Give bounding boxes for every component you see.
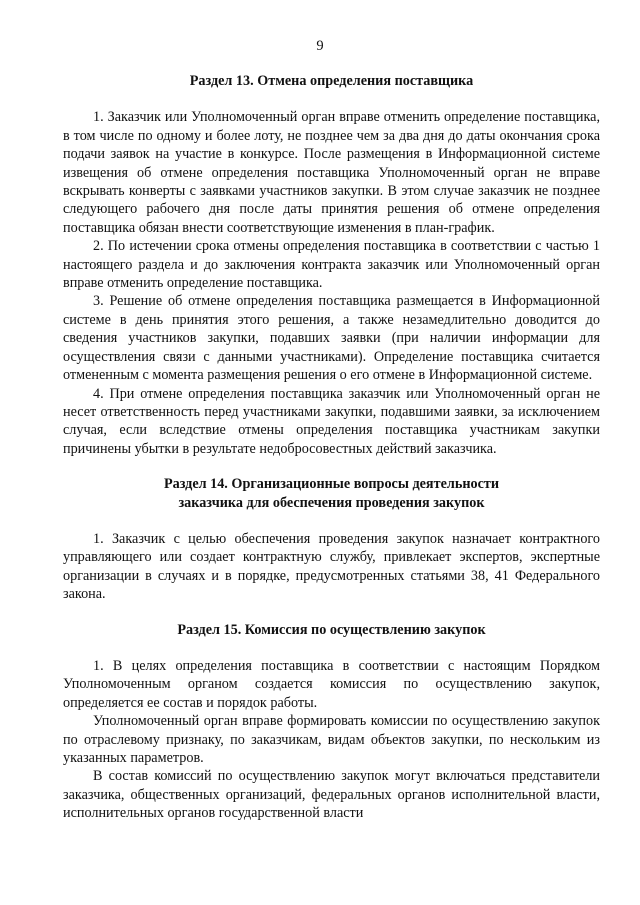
page-number: 9 — [316, 38, 324, 54]
document-body — [63, 72, 600, 823]
section-heading-line: Раздел 14. Организационные вопросы деятельности — [163, 476, 500, 493]
paragraph: 1. В целях определения поставщика в соответствии с настоящим Порядком Уполномоченным органом создается комиссия по осуществлению закупок, определяется ее состав и порядок работы. — [63, 657, 600, 711]
section-heading — [63, 475, 600, 512]
section-heading — [63, 621, 600, 639]
paragraph: 3. Решение об отмене определения поставщика размещается в Информационной системе в день принятия этого решения, а также незамедлительно доводится до сведения участников закупки, подавших заявки (при наличии информации для осуществления связи с данными участниками). Определение поставщика считается отмененным с момента размещения решения о его отмене в Информационной системе. — [63, 293, 600, 384]
paragraph: Уполномоченный орган вправе формировать комиссии по осуществлению закупок по отраслевому признаку, по заказчикам, видам объектов закупки, по нескольким из указанных параметров. — [63, 713, 600, 766]
section-heading-line: заказчика для обеспечения проведения закупок — [178, 494, 485, 511]
section-14 — [63, 475, 600, 603]
section-13 — [63, 72, 600, 458]
paragraph: 4. При отмене определения поставщика заказчик или Уполномоченный орган не несет ответственность перед участниками закупки, подавшими заявки, за исключением случая, если вследствие отмены определения поставщика участникам закупки причинены убытки в результате недобросовестных действий заказчика. — [63, 385, 600, 457]
paragraph: 1. Заказчик или Уполномоченный орган вправе отменить определение поставщика, в том числе по одному и более лоту, не позднее чем за два дня до даты окончания срока подачи заявок на участие в конкурсе. После размещения в Информационной системе извещения об отмене определения поставщика Уполномоченный орган не вправе вскрывать конверты с заявками участников закупки. В этом случае заказчик не позднее следующего рабочего дня после даты принятия решения об отмене определения поставщика обязан внести соответствующие изменения в план-график. — [63, 109, 600, 236]
section-15 — [63, 621, 600, 823]
section-heading — [63, 72, 600, 90]
section-heading-line: Раздел 15. Комиссия по осуществлению закупок — [177, 621, 486, 638]
paragraph: В состав комиссий по осуществлению закупок могут включаться представители заказчика, общественных организаций, федеральных органов исполнительной власти, исполнительных органов государственной власти — [63, 768, 600, 822]
section-heading-line: Раздел 13. Отмена определения поставщика — [189, 73, 474, 89]
paragraph: 2. По истечении срока отмены определения поставщика в соответствии с частью 1 настоящего раздела и до заключения контракта заказчик или Уполномоченный орган вправе отменить определение поставщика. — [63, 238, 600, 292]
paragraph: 1. Заказчик с целью обеспечения проведения закупок назначает контрактного управляющего или создает контрактную службу, привлекает экспертов, экспертные организации в случаях и в порядке, предусмотренных статьями 38, 41 Федерального закона. — [63, 530, 600, 603]
